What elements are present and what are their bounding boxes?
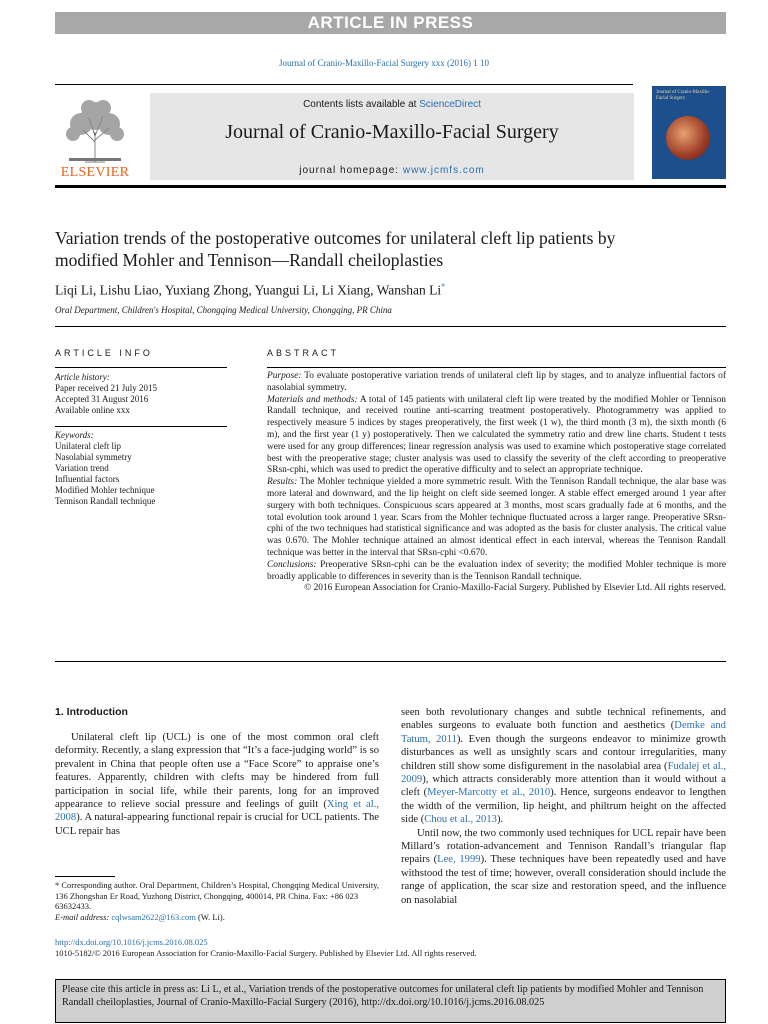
article-in-press-banner: ARTICLE IN PRESS <box>55 12 726 34</box>
contents-line: Contents lists available at ScienceDirect <box>303 99 481 110</box>
history-item: Accepted 31 August 2016 <box>55 394 149 404</box>
citation-link[interactable]: Demke and Tatum, 2011 <box>401 720 726 745</box>
footnote-email-line: E-mail address: cqlwsam2622@163.com (W. Li). <box>55 911 225 922</box>
abstract-methods: Materials and methods: A total of 145 patients with unilateral cleft lip were treated by the modified Mohler or Tennison Randall technique, and received routine anti-scarring treatment postoperatively. Photogrammetry was applied to respectively measure 5 indices by stages preoperatively, the first week (1 w), the third month (3 m), the sixth month (6 m), and the first year (1 y) postoperatively. Then we calculated the symmetry ratio and drew line charts. Student t tests were used for any group differences; linear regression analysis was used to examine which postoperative stage correlated best with the preoperative stage; cluster analysis was used to classify the severity of the cleft according to preoperative SRsn-cphi, which was used to predict the operative difficulty and to select an appropriate technique. <box>267 394 726 476</box>
article-info-heading: ARTICLE INFO <box>55 348 153 358</box>
doi-link[interactable]: http://dx.doi.org/10.1016/j.jcms.2016.08.025 <box>55 937 208 947</box>
title-section-rule <box>55 326 726 327</box>
author-email-link[interactable]: cqlwsam2622@163.com <box>111 911 196 922</box>
introduction-heading: 1. Introduction <box>55 706 128 718</box>
history-label: Article history: <box>55 372 110 382</box>
sciencedirect-link[interactable]: ScienceDirect <box>419 99 481 110</box>
article-history <box>55 372 245 416</box>
keywords-rule <box>55 426 227 427</box>
issn-line: 1010-5182/© 2016 European Association for Cranio-Maxillo-Facial Surgery. Published by Elsevier Ltd. All rights reserved. <box>55 948 477 958</box>
footnote-text: * Corresponding author. Oral Department, Children’s Hospital, Chongqing Medical University, 136 Zhongshan Er Road, Yuzhong District, Chongqing, 400014, PR China. Fax: +86 023 63632433. <box>55 880 380 912</box>
citation-link[interactable]: Fudalej et al., 2009 <box>401 760 726 786</box>
author-list: Liqi Li, Lishu Liao, Yuxiang Zhong, Yuangui Li, Li Xiang, Wanshan Li* <box>55 282 446 298</box>
article-info-rule <box>55 367 227 368</box>
keyword-item: Tennison Randall technique <box>55 496 156 506</box>
publisher-name[interactable]: ELSEVIER <box>60 165 130 180</box>
journal-title: Journal of Cranio-Maxillo-Facial Surgery <box>225 121 559 143</box>
doi-block <box>55 937 726 959</box>
header-bottom-rule <box>55 185 726 188</box>
history-item: Paper received 21 July 2015 <box>55 383 157 393</box>
keyword-item: Variation trend <box>55 463 109 473</box>
abstract-rule <box>267 367 726 368</box>
homepage-line: journal homepage: www.jcmfs.com <box>299 165 485 176</box>
citation-link[interactable]: Xing et al., 2008 <box>55 799 379 824</box>
body-paragraph: Until now, the two commonly used techniques for UCL repair have been Millard’s rotation-advancement and Tennison Randall’s triangular flap repairs (Lee, 1999). These techniques have been repeatedly used and have withstood the test of time; however, overall consideration should include the range of application, the scar size and restoration speed, and the influence on nasolabial <box>401 827 726 906</box>
cover-illustration <box>666 116 710 160</box>
corresponding-author-mark[interactable]: * <box>441 282 446 291</box>
author-affiliation: Oral Department, Children's Hospital, Chongqing Medical University, Chongqing, PR China <box>55 305 392 315</box>
abstract-purpose: Purpose: To evaluate postoperative variation trends of unilateral cleft lip by stages, and to analyze influential factors of nasolabial symmetry. <box>267 371 726 393</box>
abstract-results: Results: The Mohler technique yielded a more symmetric result. With the Tennison Randall technique, the alar base was more lateral and downward, and the lip height on cleft side seemed longer. A stable effect emerged around 1 year after surgery with both techniques. Conspicuous scars appeared at 3 months, most scars gradually fade at 6 months, and the total evolution took around 1 year. Scars from the Mohler technique fluctuated across a larger range. Preoperative SRsn-cphi of the two techniques had statistical significance and was adopted as the basis for cluster analysis. The critical value was 0.670. The Mohler technique attained an almost identical effect in each interval, whereas the Tennison Randall technique was better in the interval that SRsn-cphi <0.670. <box>267 477 726 558</box>
body-paragraph: seen both revolutionary changes and subtle technical refinements, and enables surgeons to evaluate both function and aesthetics (Demke and Tatum, 2011). Even though the surgeons endeavor to minimize growth disturbances as well as unsightly scars and contour irregularities, many children still show some disfigurement in the nasolabial area (Fudalej et al., 2009), which attracts considerably more attention than it would without a cleft (Meyer-Marcotty et al., 2010). Hence, surgeons endeavor to lengthen the width of the vermilion, lip height, and philtrum height on the affected side (Chou et al., 2013). <box>401 707 726 826</box>
keyword-item: Unilateral cleft lip <box>55 441 121 451</box>
keyword-item: Modified Mohler technique <box>55 485 155 495</box>
corresponding-author-footnote <box>55 880 385 922</box>
journal-homepage-link[interactable]: www.jcmfs.com <box>402 165 485 176</box>
keywords-block <box>55 430 245 507</box>
header-top-rule <box>55 84 633 85</box>
citation-box: Please cite this article in press as: Li L, et al., Variation trends of the postoperative outcomes for unilateral cleft lip patients by modified Mohler and Tennison Randall cheiloplasties, Journal of Cranio-Maxillo-Facial Surgery (2016), http://dx.doi.org/10.1016/j.jcms.2016.08.025 <box>55 979 726 1023</box>
keywords-label: Keywords: <box>55 430 94 440</box>
body-paragraph: Unilateral cleft lip (UCL) is one of the most common oral cleft deformity. Recently, a slang expression that “It’s a face-judging world” is so prevalent in China that people often use a “Face Score” to appraise one’s features. Apparently, children with clefts may be hindered from full participation in social life, while their parents, long for an improved appearance to relieve social pressure and feelings of guilt (Xing et al., 2008). A natural-appearing functional repair is crucial for UCL patients. The UCL repair has <box>55 732 379 837</box>
cover-title: Journal of Cranio-Maxillo-Facial Surgery <box>656 90 711 101</box>
citation-link[interactable]: Lee, 1999 <box>437 854 481 866</box>
abstract-body <box>267 371 726 595</box>
abstract-bottom-rule <box>55 661 726 662</box>
journal-cover-image[interactable] <box>652 86 726 179</box>
keyword-item: Nasolabial symmetry <box>55 452 132 462</box>
footnote-rule <box>55 876 115 877</box>
body-right-column <box>401 706 726 907</box>
citation-link[interactable]: Meyer-Marcotty et al., 2010 <box>427 787 551 799</box>
keyword-item: Influential factors <box>55 474 120 484</box>
body-left-column <box>55 731 379 838</box>
journal-header-box <box>150 93 634 180</box>
article-title: Variation trends of the postoperative outcomes for unilateral cleft lip patients by modified Mohler and Tennison—Randall cheiloplasties <box>55 228 616 270</box>
abstract-heading: ABSTRACT <box>267 348 340 358</box>
abstract-conclusions: Conclusions: Preoperative SRsn-cphi can be the evaluation index of severity; the modified Mohler technique is more broadly applicable to differences in severity than is the Tennison Randall technique. <box>267 559 726 582</box>
journal-reference-link[interactable]: Journal of Cranio-Maxillo-Facial Surgery xxx (2016) 1 10 <box>278 58 490 68</box>
history-item: Available online xxx <box>55 405 130 415</box>
abstract-copyright: © 2016 European Association for Cranio-Maxillo-Facial Surgery. Published by Elsevier Ltd. All rights reserved. <box>304 583 726 594</box>
citation-link[interactable]: Chou et al., 2013 <box>424 814 497 826</box>
